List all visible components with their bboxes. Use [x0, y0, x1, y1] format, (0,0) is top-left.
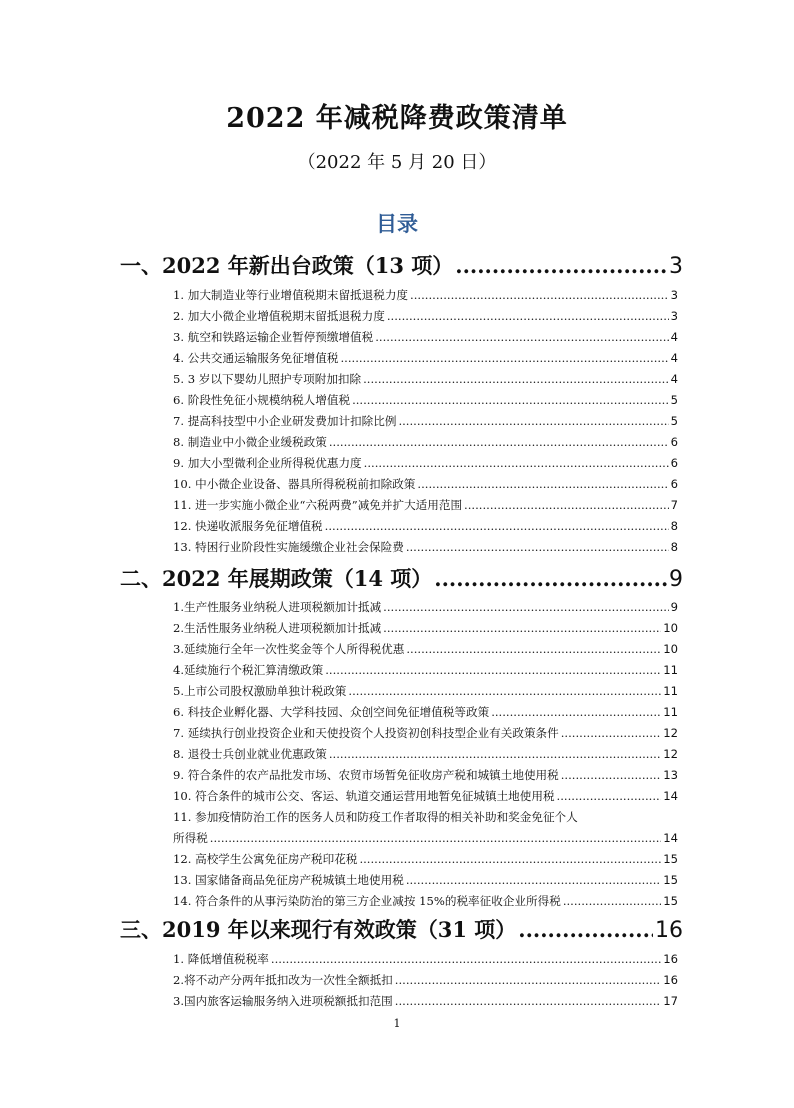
toc-item-page: 6	[670, 435, 678, 449]
toc-item-page: 6	[670, 456, 678, 470]
leader-dots	[340, 351, 668, 365]
leader-dots	[398, 414, 668, 428]
toc-section-page: 3	[669, 254, 683, 279]
toc-item[interactable]	[173, 851, 678, 869]
toc-item-label: 11. 进一步实施小微企业“六税两费”减免并扩大适用范围	[173, 498, 463, 512]
toc-item[interactable]	[173, 392, 678, 410]
toc-item-page: 16	[663, 952, 678, 966]
leader-dots	[363, 372, 668, 386]
toc-item-label: 6. 科技企业孵化器、大学科技园、众创空间免征增值税等政策	[173, 705, 490, 719]
leader-dots	[464, 498, 669, 512]
leader-dots	[557, 789, 662, 803]
toc-item-page: 12	[663, 747, 678, 761]
toc-item[interactable]	[173, 455, 678, 473]
leader-dots	[383, 621, 661, 635]
toc-item[interactable]	[173, 725, 678, 743]
toc-item-label: 4.延续施行个税汇算清缴政策	[173, 663, 324, 677]
toc-item[interactable]	[173, 746, 678, 764]
toc-item[interactable]	[173, 371, 678, 389]
toc-item[interactable]	[173, 951, 678, 969]
toc-item-page: 14	[663, 831, 678, 845]
toc-item-page: 13	[663, 768, 678, 782]
footer-page-number: 1	[393, 1017, 401, 1030]
toc-item-page: 12	[663, 726, 678, 740]
toc-item[interactable]	[173, 434, 678, 452]
toc-item-label: 5. 3 岁以下婴幼儿照护专项附加扣除	[173, 372, 362, 386]
toc-item-page: 15	[663, 873, 678, 887]
toc-item-label: 10. 符合条件的城市公交、客运、轨道交通运营用地暂免征城镇土地使用税	[173, 789, 555, 803]
toc-item[interactable]	[173, 993, 678, 1011]
toc-item-label: 2.生活性服务业纳税人进项税额加计抵减	[173, 621, 382, 635]
toc-item-label-line1[interactable]: 11. 参加疫情防治工作的医务人员和防疫工作者取得的相关补助和奖金免征个人	[173, 810, 578, 824]
toc-item-label: 7. 延续执行创业投资企业和天使投资个人投资初创科技型企业有关政策条件	[173, 726, 559, 740]
leader-dots	[325, 663, 661, 677]
toc-item-label: 8. 制造业中小微企业缓税政策	[173, 435, 327, 449]
toc-item[interactable]	[173, 704, 678, 722]
toc-item-page: 4	[670, 330, 678, 344]
toc-item[interactable]	[173, 893, 678, 911]
leader-dots	[406, 873, 661, 887]
toc-item-page: 7	[670, 498, 678, 512]
toc-item-page: 8	[670, 540, 678, 554]
toc-section-2[interactable]	[120, 563, 683, 593]
toc-item-label: 所得税	[173, 831, 208, 845]
leader-dots	[352, 393, 669, 407]
toc-item-label: 9. 符合条件的农产品批发市场、农贸市场暂免征收房产税和城镇土地使用税	[173, 768, 559, 782]
leader-dots	[348, 684, 661, 698]
toc-item-label: 12. 高校学生公寓免征房产税印花税	[173, 852, 358, 866]
leader-dots	[410, 288, 669, 302]
leader-dots	[491, 705, 661, 719]
leader-dots	[375, 330, 668, 344]
toc-item-label: 3.延续施行全年一次性奖金等个人所得税优惠	[173, 642, 405, 656]
toc-section-page: 9	[669, 567, 683, 592]
leader-dots	[406, 540, 669, 554]
toc-item-label: 1.生产性服务业纳税人进项税额加计抵减	[173, 600, 382, 614]
document-title: 2022 年减税降费政策清单	[226, 103, 568, 134]
toc-item-label: 13. 特困行业阶段性实施缓缴企业社会保险费	[173, 540, 404, 554]
toc-item-label: 7. 提高科技型中小企业研发费加计扣除比例	[173, 414, 397, 428]
toc-item[interactable]	[173, 539, 678, 557]
toc-item-page: 10	[663, 621, 678, 635]
toc-item-page: 5	[670, 393, 678, 407]
toc-item[interactable]	[173, 620, 678, 638]
toc-item-page: 8	[670, 519, 678, 533]
toc-item-page: 11	[663, 684, 678, 698]
toc-item-page: 4	[670, 372, 678, 386]
toc-heading: 目录	[376, 212, 418, 236]
toc-item-label: 3.国内旅客运输服务纳入进项税额抵扣范围	[173, 994, 393, 1008]
leader-dots	[561, 768, 661, 782]
leader-dots	[561, 726, 661, 740]
toc-item-page: 14	[663, 789, 678, 803]
toc-item-page: 15	[663, 852, 678, 866]
leader-dots	[395, 973, 661, 987]
toc-item-label: 14. 符合条件的从事污染防治的第三方企业减按 15%的税率征收企业所得税	[173, 894, 561, 908]
leader-dots	[395, 994, 661, 1008]
toc-item-page: 9	[670, 600, 678, 614]
toc-item-label: 2.将不动产分两年抵扣改为一次性全额抵扣	[173, 973, 393, 987]
toc-item-label: 3. 航空和铁路运输企业暂停预缴增值税	[173, 330, 374, 344]
toc-item[interactable]	[173, 662, 678, 680]
leader-dots	[210, 831, 661, 845]
toc-section-3[interactable]	[120, 914, 683, 944]
toc-item-page: 5	[670, 414, 678, 428]
toc-item-label: 13. 国家储备商品免征房产税城镇土地使用税	[173, 873, 404, 887]
leader-dots	[325, 519, 669, 533]
toc-item-page: 3	[670, 309, 678, 323]
toc-item[interactable]	[173, 599, 678, 617]
toc-item[interactable]	[173, 788, 678, 806]
leader-dots	[359, 852, 661, 866]
leader-dots	[455, 253, 667, 278]
toc-section-label: 一、2022 年新出台政策（13 项）	[120, 253, 454, 278]
toc-item[interactable]	[173, 350, 678, 368]
toc-item[interactable]	[173, 683, 678, 701]
toc-item[interactable]	[173, 329, 678, 347]
toc-item-label: 10. 中小微企业设备、器具所得税税前扣除政策	[173, 477, 416, 491]
toc-item-label: 4. 公共交通运输服务免征增值税	[173, 351, 339, 365]
toc-item-label: 8. 退役士兵创业就业优惠政策	[173, 747, 327, 761]
toc-section-label: 二、2022 年展期政策（14 项）	[120, 566, 433, 591]
leader-dots	[271, 952, 661, 966]
toc-item-page: 10	[663, 642, 678, 656]
toc-item[interactable]	[173, 830, 678, 848]
toc-item-page: 3	[670, 288, 678, 302]
toc-item-label: 1. 降低增值税税率	[173, 952, 269, 966]
leader-dots	[563, 894, 661, 908]
toc-item-label: 12. 快递收派服务免征增值税	[173, 519, 323, 533]
leader-dots	[387, 309, 669, 323]
toc-item-page: 11	[663, 705, 678, 719]
toc-item[interactable]	[173, 872, 678, 890]
leader-dots	[364, 456, 669, 470]
toc-item-label: 5.上市公司股权激励单独计税政策	[173, 684, 347, 698]
toc-section-label: 三、2019 年以来现行有效政策（31 项）	[120, 917, 517, 942]
toc-item-label: 9. 加大小型微利企业所得税优惠力度	[173, 456, 362, 470]
leader-dots	[329, 435, 669, 449]
toc-item[interactable]	[173, 287, 678, 305]
toc-item[interactable]	[173, 972, 678, 990]
leader-dots	[434, 566, 667, 591]
document-date: （2022 年 5 月 20 日）	[297, 152, 497, 173]
toc-item-label: 2. 加大小微企业增值税期末留抵退税力度	[173, 309, 385, 323]
toc-item[interactable]	[173, 518, 678, 536]
toc-item-page: 15	[663, 894, 678, 908]
leader-dots	[329, 747, 661, 761]
toc-item[interactable]	[173, 767, 678, 785]
toc-item-label: 6. 阶段性免征小规模纳税人增值税	[173, 393, 351, 407]
toc-item-page: 17	[663, 994, 678, 1008]
leader-dots	[518, 917, 653, 942]
toc-section-page: 16	[655, 918, 683, 943]
toc-section-1[interactable]	[120, 250, 683, 280]
leader-dots	[383, 600, 668, 614]
toc-item-page: 11	[663, 663, 678, 677]
toc-item[interactable]	[173, 476, 678, 494]
toc-item[interactable]	[173, 497, 678, 515]
toc-item-page: 4	[670, 351, 678, 365]
toc-item[interactable]	[173, 413, 678, 431]
leader-dots	[417, 477, 668, 491]
toc-item[interactable]	[173, 641, 678, 659]
toc-item[interactable]	[173, 308, 678, 326]
leader-dots	[406, 642, 661, 656]
toc-item-page: 16	[663, 973, 678, 987]
toc-item-label: 1. 加大制造业等行业增值税期末留抵退税力度	[173, 288, 409, 302]
toc-item-page: 6	[670, 477, 678, 491]
